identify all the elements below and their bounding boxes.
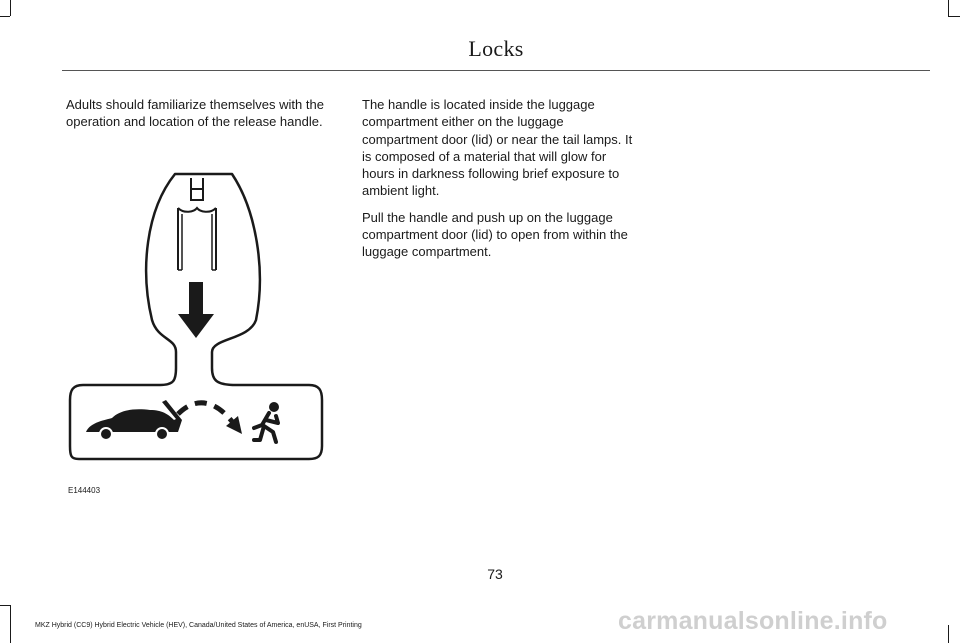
crop-mark-bottom-left-h <box>0 605 10 606</box>
page-title: Locks <box>468 36 524 61</box>
footer-text: MKZ Hybrid (CC9) Hybrid Electric Vehicle (HEV), Canada/United States of America, enUSA, First Printing <box>35 622 362 629</box>
release-handle-figure <box>66 170 326 462</box>
left-column <box>66 96 340 140</box>
release-handle-illustration <box>66 170 326 462</box>
watermark: carmanualsonline.info <box>618 607 888 635</box>
figure-code: E144403 <box>68 486 101 495</box>
crop-mark-top-left-v <box>10 0 11 16</box>
crop-mark-bottom-right-v <box>948 625 949 643</box>
crop-mark-bottom-left-v <box>10 605 11 643</box>
page-number: 73 <box>487 566 503 582</box>
crop-mark-top-right-v <box>948 0 949 16</box>
crop-mark-top-left-h <box>0 16 10 17</box>
crop-mark-top-right-h <box>948 16 960 17</box>
right-paragraph-1: The handle is located inside the luggage compartment either on the luggage compartment door (lid) or near the tail lamps. It is composed of a material that will glow for hours in darkness following brief exposure to ambient light. <box>362 97 633 199</box>
right-paragraph-2: Pull the handle and push up on the luggage compartment door (lid) to open from within the luggage compartment. <box>362 209 628 260</box>
header-rule <box>62 70 930 71</box>
left-paragraph: Adults should familiarize themselves with the operation and location of the release handle. <box>66 97 324 130</box>
right-column <box>362 96 638 270</box>
